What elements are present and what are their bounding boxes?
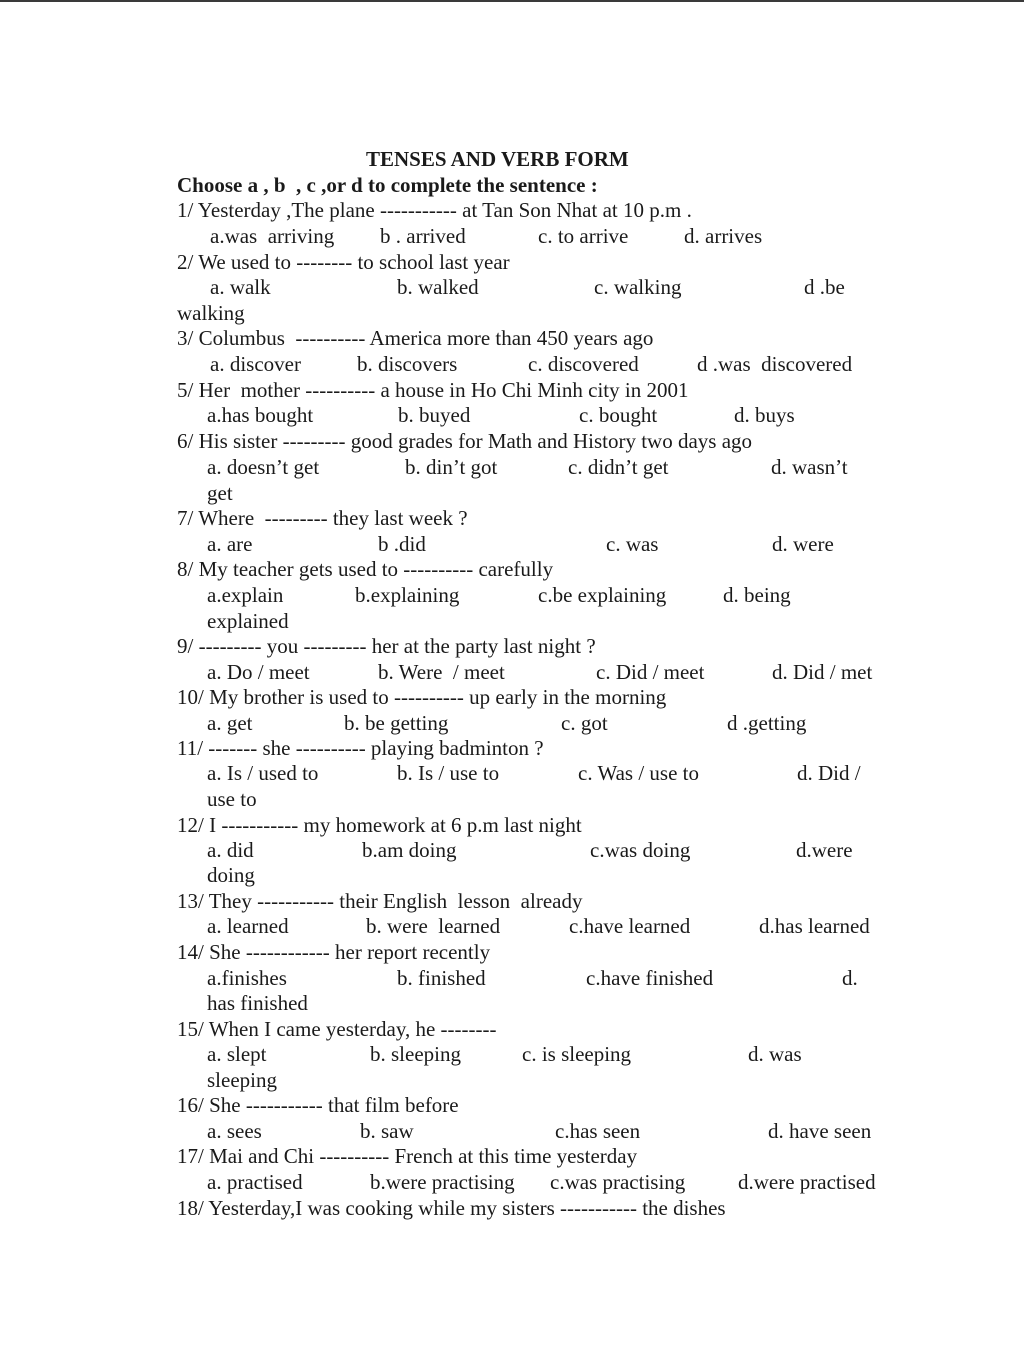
- answer-option-d: d .getting: [727, 711, 807, 735]
- answer-option-d: d. wasn’t: [771, 455, 848, 479]
- question-stem: 9/ --------- you --------- her at the party last night ?: [177, 634, 596, 658]
- answer-option-continuation: sleeping: [207, 1068, 277, 1092]
- question-stem: 6/ His sister --------- good grades for Math and History two days ago: [177, 429, 753, 453]
- answer-option-a: a. Do / meet: [207, 660, 310, 684]
- answer-option-b: b. were learned: [366, 914, 501, 938]
- answer-option-c: c. didn’t get: [568, 455, 669, 479]
- question-stem: 15/ When I came yesterday, he --------: [177, 1017, 497, 1041]
- answer-option-a: a. get: [207, 711, 253, 735]
- answer-option-d: d. was: [748, 1042, 802, 1066]
- answer-option-a: a. slept: [207, 1042, 267, 1066]
- answer-option-d: d. Did /: [797, 761, 861, 785]
- instruction: Choose a , b , c ,or d to complete the sentence :: [177, 173, 598, 197]
- answer-option-b: b . arrived: [380, 224, 466, 248]
- question-stem: 8/ My teacher gets used to ---------- carefully: [177, 557, 554, 581]
- answer-option-c: c. Was / use to: [578, 761, 699, 785]
- answer-option-a: a. are: [207, 532, 253, 556]
- answer-option-d: d.has learned: [759, 914, 870, 938]
- question-stem: 3/ Columbus ---------- America more than 450 years ago: [177, 326, 654, 350]
- answer-option-d: d .be: [804, 275, 845, 299]
- question-stem: 16/ She ----------- that film before: [177, 1093, 459, 1117]
- answer-option-continuation: has finished: [207, 991, 308, 1015]
- question-stem: 18/ Yesterday,I was cooking while my sisters ----------- the dishes: [177, 1196, 726, 1220]
- question-stem: 7/ Where --------- they last week ?: [177, 506, 468, 530]
- answer-option-d: d. buys: [734, 403, 795, 427]
- answer-option-a: a. practised: [207, 1170, 303, 1194]
- answer-option-b: b. din’t got: [405, 455, 498, 479]
- answer-option-c: c.was practising: [550, 1170, 686, 1194]
- page-title: TENSES AND VERB FORM: [366, 147, 629, 171]
- answer-option-continuation: get: [207, 481, 233, 505]
- question-stem: 2/ We used to -------- to school last year: [177, 250, 510, 274]
- answer-option-d: d. arrives: [684, 224, 763, 248]
- question-stem: 12/ I ----------- my homework at 6 p.m last night: [177, 813, 582, 837]
- answer-option-b: b.were practising: [370, 1170, 515, 1194]
- question-stem: 17/ Mai and Chi ---------- French at this time yesterday: [177, 1144, 638, 1168]
- answer-option-b: b. walked: [397, 275, 479, 299]
- answer-option-continuation: walking: [177, 301, 245, 325]
- answer-option-a: a. sees: [207, 1119, 262, 1143]
- answer-option-a: a. discover: [210, 352, 301, 376]
- answer-option-c: c.was doing: [590, 838, 691, 862]
- answer-option-b: b.am doing: [362, 838, 457, 862]
- answer-option-a: a. walk: [210, 275, 271, 299]
- answer-option-continuation: explained: [207, 609, 289, 633]
- answer-option-c: c.have finished: [586, 966, 714, 990]
- question-stem: 5/ Her mother ---------- a house in Ho Chi Minh city in 2001: [177, 378, 689, 402]
- answer-option-c: c. Did / meet: [596, 660, 705, 684]
- answer-option-continuation: doing: [207, 863, 255, 887]
- answer-option-d: d .was discovered: [697, 352, 853, 376]
- answer-option-d: d.were: [796, 838, 853, 862]
- answer-option-d: d. Did / met: [772, 660, 873, 684]
- answer-option-b: b. saw: [360, 1119, 414, 1143]
- answer-option-d: d. have seen: [768, 1119, 872, 1143]
- answer-option-continuation: use to: [207, 787, 257, 811]
- answer-option-d: d.: [842, 966, 858, 990]
- answer-option-d: d. being: [723, 583, 791, 607]
- answer-option-a: a.finishes: [207, 966, 287, 990]
- question-stem: 14/ She ------------ her report recently: [177, 940, 491, 964]
- answer-option-b: b. finished: [397, 966, 486, 990]
- question-stem: 10/ My brother is used to ---------- up early in the morning: [177, 685, 667, 709]
- answer-option-b: b. sleeping: [370, 1042, 461, 1066]
- answer-option-c: c. is sleeping: [522, 1042, 632, 1066]
- answer-option-b: b .did: [378, 532, 426, 556]
- answer-option-d: d.were practised: [738, 1170, 876, 1194]
- answer-option-b: b. Is / use to: [397, 761, 500, 785]
- answer-option-b: b. Were / meet: [378, 660, 505, 684]
- question-stem: 1/ Yesterday ,The plane ----------- at Tan Son Nhat at 10 p.m .: [177, 198, 692, 222]
- answer-option-c: c.be explaining: [538, 583, 667, 607]
- answer-option-c: c. got: [561, 711, 608, 735]
- answer-option-c: c. bought: [579, 403, 658, 427]
- question-stem: 11/ ------- she ---------- playing badminton ?: [177, 736, 544, 760]
- answer-option-a: a.was arriving: [210, 224, 335, 248]
- answer-option-b: b. buyed: [398, 403, 471, 427]
- answer-option-d: d. were: [772, 532, 834, 556]
- answer-option-b: b.explaining: [355, 583, 460, 607]
- answer-option-a: a.has bought: [207, 403, 314, 427]
- answer-option-c: c. was: [606, 532, 659, 556]
- answer-option-a: a. doesn’t get: [207, 455, 320, 479]
- answer-option-a: a. Is / used to: [207, 761, 319, 785]
- question-stem: 13/ They ----------- their English lesson already: [177, 889, 583, 913]
- answer-option-c: c. walking: [594, 275, 682, 299]
- answer-option-b: b. discovers: [357, 352, 458, 376]
- answer-option-c: c. to arrive: [538, 224, 629, 248]
- answer-option-c: c. discovered: [528, 352, 639, 376]
- answer-option-a: a.explain: [207, 583, 284, 607]
- answer-option-a: a. did: [207, 838, 254, 862]
- answer-option-c: c.has seen: [555, 1119, 641, 1143]
- answer-option-b: b. be getting: [344, 711, 449, 735]
- answer-option-c: c.have learned: [569, 914, 691, 938]
- answer-option-a: a. learned: [207, 914, 289, 938]
